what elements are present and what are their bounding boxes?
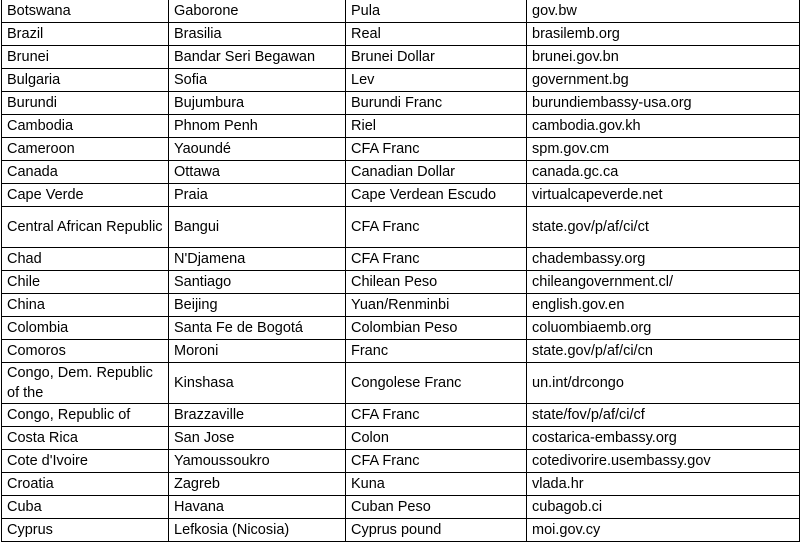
country-cell: Croatia — [2, 473, 169, 496]
table-row — [2, 271, 800, 294]
capital-cell: San Jose — [169, 427, 346, 450]
country-cell: Cuba — [2, 496, 169, 519]
table-row — [2, 248, 800, 271]
website-cell: english.gov.en — [527, 294, 800, 317]
table-row — [2, 427, 800, 450]
capital-cell: Lefkosia (Nicosia) — [169, 519, 346, 542]
country-cell: Chad — [2, 248, 169, 271]
currency-cell: CFA Franc — [346, 207, 527, 248]
website-cell: canada.gc.ca — [527, 161, 800, 184]
capital-cell: Bandar Seri Begawan — [169, 46, 346, 69]
currency-cell: Colombian Peso — [346, 317, 527, 340]
country-cell: Cape Verde — [2, 184, 169, 207]
website-cell: cotedivorire.usembassy.gov — [527, 450, 800, 473]
table-row — [2, 46, 800, 69]
capital-cell: Kinshasa — [169, 363, 346, 404]
currency-cell: Chilean Peso — [346, 271, 527, 294]
table-row — [2, 69, 800, 92]
table-row — [2, 92, 800, 115]
currency-cell: CFA Franc — [346, 138, 527, 161]
country-cell: Costa Rica — [2, 427, 169, 450]
table-row — [2, 138, 800, 161]
capital-cell: Santiago — [169, 271, 346, 294]
currency-cell: Canadian Dollar — [346, 161, 527, 184]
website-cell: gov.bw — [527, 0, 800, 23]
table-row — [2, 0, 800, 23]
table-row — [2, 207, 800, 248]
country-cell: Cambodia — [2, 115, 169, 138]
country-cell: China — [2, 294, 169, 317]
table-row — [2, 340, 800, 363]
currency-cell: Colon — [346, 427, 527, 450]
table-row — [2, 404, 800, 427]
currency-cell: Cape Verdean Escudo — [346, 184, 527, 207]
country-cell: Canada — [2, 161, 169, 184]
country-cell: Burundi — [2, 92, 169, 115]
capital-cell: Brasilia — [169, 23, 346, 46]
website-cell: cubagob.ci — [527, 496, 800, 519]
website-cell: moi.gov.cy — [527, 519, 800, 542]
currency-cell: Brunei Dollar — [346, 46, 527, 69]
country-cell: Congo, Dem. Republic of the — [2, 363, 169, 404]
capital-cell: Bangui — [169, 207, 346, 248]
table-row — [2, 450, 800, 473]
country-cell: Brunei — [2, 46, 169, 69]
currency-cell: CFA Franc — [346, 404, 527, 427]
website-cell: costarica-embassy.org — [527, 427, 800, 450]
capital-cell: Yamoussoukro — [169, 450, 346, 473]
capital-cell: Gaborone — [169, 0, 346, 23]
table-row — [2, 519, 800, 542]
country-cell: Brazil — [2, 23, 169, 46]
website-cell: coluombiaemb.org — [527, 317, 800, 340]
table-row — [2, 473, 800, 496]
capital-cell: Zagreb — [169, 473, 346, 496]
table-row — [2, 115, 800, 138]
website-cell: state/fov/p/af/ci/cf — [527, 404, 800, 427]
website-cell: cambodia.gov.kh — [527, 115, 800, 138]
country-cell: Congo, Republic of — [2, 404, 169, 427]
website-cell: un.int/drcongo — [527, 363, 800, 404]
table-row — [2, 23, 800, 46]
currency-cell: Cuban Peso — [346, 496, 527, 519]
country-cell: Colombia — [2, 317, 169, 340]
currency-cell: Congolese Franc — [346, 363, 527, 404]
table-row — [2, 294, 800, 317]
capital-cell: Bujumbura — [169, 92, 346, 115]
currency-cell: Franc — [346, 340, 527, 363]
country-cell: Central African Republic — [2, 207, 169, 248]
country-cell: Bulgaria — [2, 69, 169, 92]
currency-cell: Real — [346, 23, 527, 46]
country-table — [1, 0, 800, 542]
table-row — [2, 317, 800, 340]
table-row — [2, 496, 800, 519]
currency-cell: CFA Franc — [346, 248, 527, 271]
capital-cell: Sofia — [169, 69, 346, 92]
capital-cell: Praia — [169, 184, 346, 207]
currency-cell: Yuan/Renminbi — [346, 294, 527, 317]
website-cell: spm.gov.cm — [527, 138, 800, 161]
currency-cell: Cyprus pound — [346, 519, 527, 542]
capital-cell: Havana — [169, 496, 346, 519]
capital-cell: Moroni — [169, 340, 346, 363]
capital-cell: Yaoundé — [169, 138, 346, 161]
website-cell: chadembassy.org — [527, 248, 800, 271]
table-row — [2, 161, 800, 184]
table-row — [2, 184, 800, 207]
website-cell: state.gov/p/af/ci/cn — [527, 340, 800, 363]
currency-cell: Riel — [346, 115, 527, 138]
country-cell: Comoros — [2, 340, 169, 363]
country-cell: Cote d'Ivoire — [2, 450, 169, 473]
website-cell: state.gov/p/af/ci/ct — [527, 207, 800, 248]
website-cell: vlada.hr — [527, 473, 800, 496]
capital-cell: Phnom Penh — [169, 115, 346, 138]
capital-cell: Beijing — [169, 294, 346, 317]
country-cell: Cameroon — [2, 138, 169, 161]
country-cell: Botswana — [2, 0, 169, 23]
country-cell: Chile — [2, 271, 169, 294]
website-cell: virtualcapeverde.net — [527, 184, 800, 207]
currency-cell: CFA Franc — [346, 450, 527, 473]
website-cell: government.bg — [527, 69, 800, 92]
capital-cell: Ottawa — [169, 161, 346, 184]
website-cell: chileangovernment.cl/ — [527, 271, 800, 294]
currency-cell: Kuna — [346, 473, 527, 496]
currency-cell: Lev — [346, 69, 527, 92]
website-cell: brunei.gov.bn — [527, 46, 800, 69]
capital-cell: N'Djamena — [169, 248, 346, 271]
currency-cell: Pula — [346, 0, 527, 23]
country-cell: Cyprus — [2, 519, 169, 542]
table-row — [2, 363, 800, 404]
currency-cell: Burundi Franc — [346, 92, 527, 115]
website-cell: burundiembassy-usa.org — [527, 92, 800, 115]
capital-cell: Santa Fe de Bogotá — [169, 317, 346, 340]
website-cell: brasilemb.org — [527, 23, 800, 46]
capital-cell: Brazzaville — [169, 404, 346, 427]
table-body — [2, 0, 800, 542]
